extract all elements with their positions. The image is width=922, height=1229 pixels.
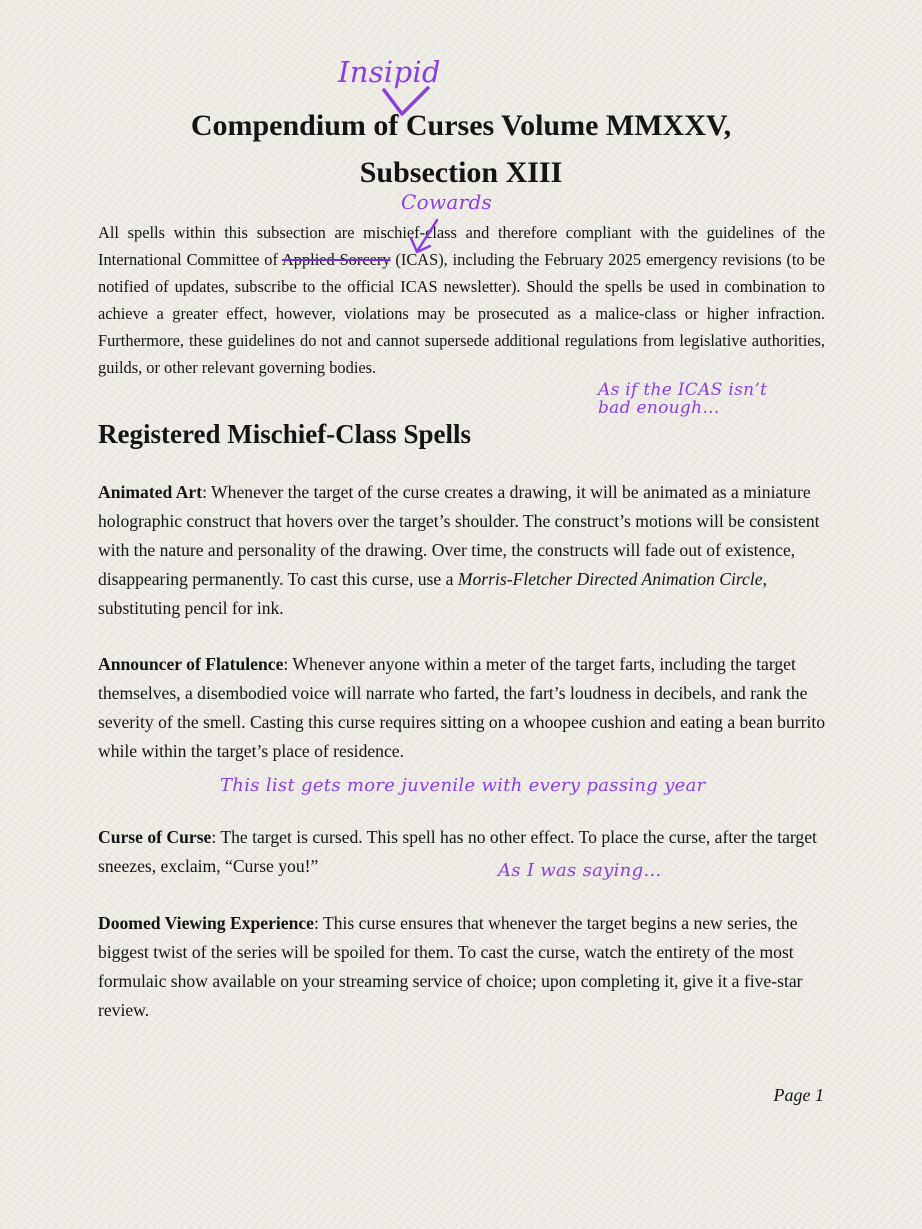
page-number: Page 1 — [773, 1085, 824, 1105]
spell-name: Curse of Curse — [98, 827, 212, 847]
intro-text-end: (ICAS), including the February 2025 emergency revisions (to be notified of updates, subscribe to the official ICAS newsletter). Should the spells be used in combination to achieve a greater effect, however, violations may be prosecuted as a malice-class or higher infraction. Furthermore, these guidelines do not and cannot supersede additional regulations from legislative authorities, guilds, or other relevant governing bodies. — [98, 250, 825, 377]
spell-name: Doomed Viewing Experience — [98, 913, 314, 933]
annotation-icas-line-2: bad enough… — [598, 398, 720, 418]
section-heading: Registered Mischief-Class Spells — [98, 419, 471, 449]
page-title-line-2: Subsection XIII — [359, 156, 563, 189]
spell-text: : Whenever anyone within a meter of the target farts, including the target themselves, a disembodied voice will narrate who farted, the fart’s loudness in decibels, and rank the severity of the smell. Casting this curse requires sitting on a whoopee cushion and eating a bean burrito while within the target’s place of residence. — [98, 654, 826, 761]
annotation-as-i-was-saying: As I was saying… — [498, 860, 662, 881]
spell-text-end: , substituting pencil for ink. — [98, 569, 767, 618]
spell-entry-announcer-of-flatulence — [98, 650, 828, 766]
spell-name: Announcer of Flatulence — [98, 654, 284, 674]
annotation-cowards: Cowards — [401, 190, 493, 214]
spell-text-italic: Morris-Fletcher Directed Animation Circle — [457, 569, 763, 589]
page-title-line-1: Compendium of Curses Volume MMXXV, — [190, 109, 732, 142]
spell-text: : The target is cursed. This spell has no other effect. To place the curse, after the target sneezes, exclaim, “Curse you!” — [98, 827, 817, 876]
annotation-insipid: Insipid — [338, 55, 441, 89]
spell-text: : This curse ensures that whenever the target begins a new series, the biggest twist of the series will be spoiled for them. To cast the curse, watch the entirety of the most formulaic show available on your streaming service of choice; upon completing it, give it a five-star review. — [98, 913, 803, 1020]
spell-entry-curse-of-curse — [98, 823, 828, 881]
spell-text: : Whenever the target of the curse creates a drawing, it will be animated as a miniature holographic construct that hovers over the target’s shoulder. The construct’s motions will be consistent with the nature and personality of the drawing. Over time, the constructs will fade out of existence, disappearing permanently. To cast this curse, use a — [98, 482, 820, 589]
struck-text: Applied Sorcery — [281, 250, 391, 269]
spell-entry-animated-art — [98, 478, 828, 623]
intro-text-start: All spells within this subsection are mischief-class and therefore compliant with the guidelines of the International Committee of — [98, 223, 825, 269]
annotation-icas — [598, 381, 767, 417]
annotation-juvenile: This list gets more juvenile with every passing year — [220, 775, 706, 796]
annotation-icas-line-1: As if the ICAS isn’t — [598, 380, 768, 400]
spell-entry-doomed-viewing-experience — [98, 909, 828, 1025]
spell-name: Animated Art — [98, 482, 203, 502]
intro-paragraph — [98, 219, 825, 381]
